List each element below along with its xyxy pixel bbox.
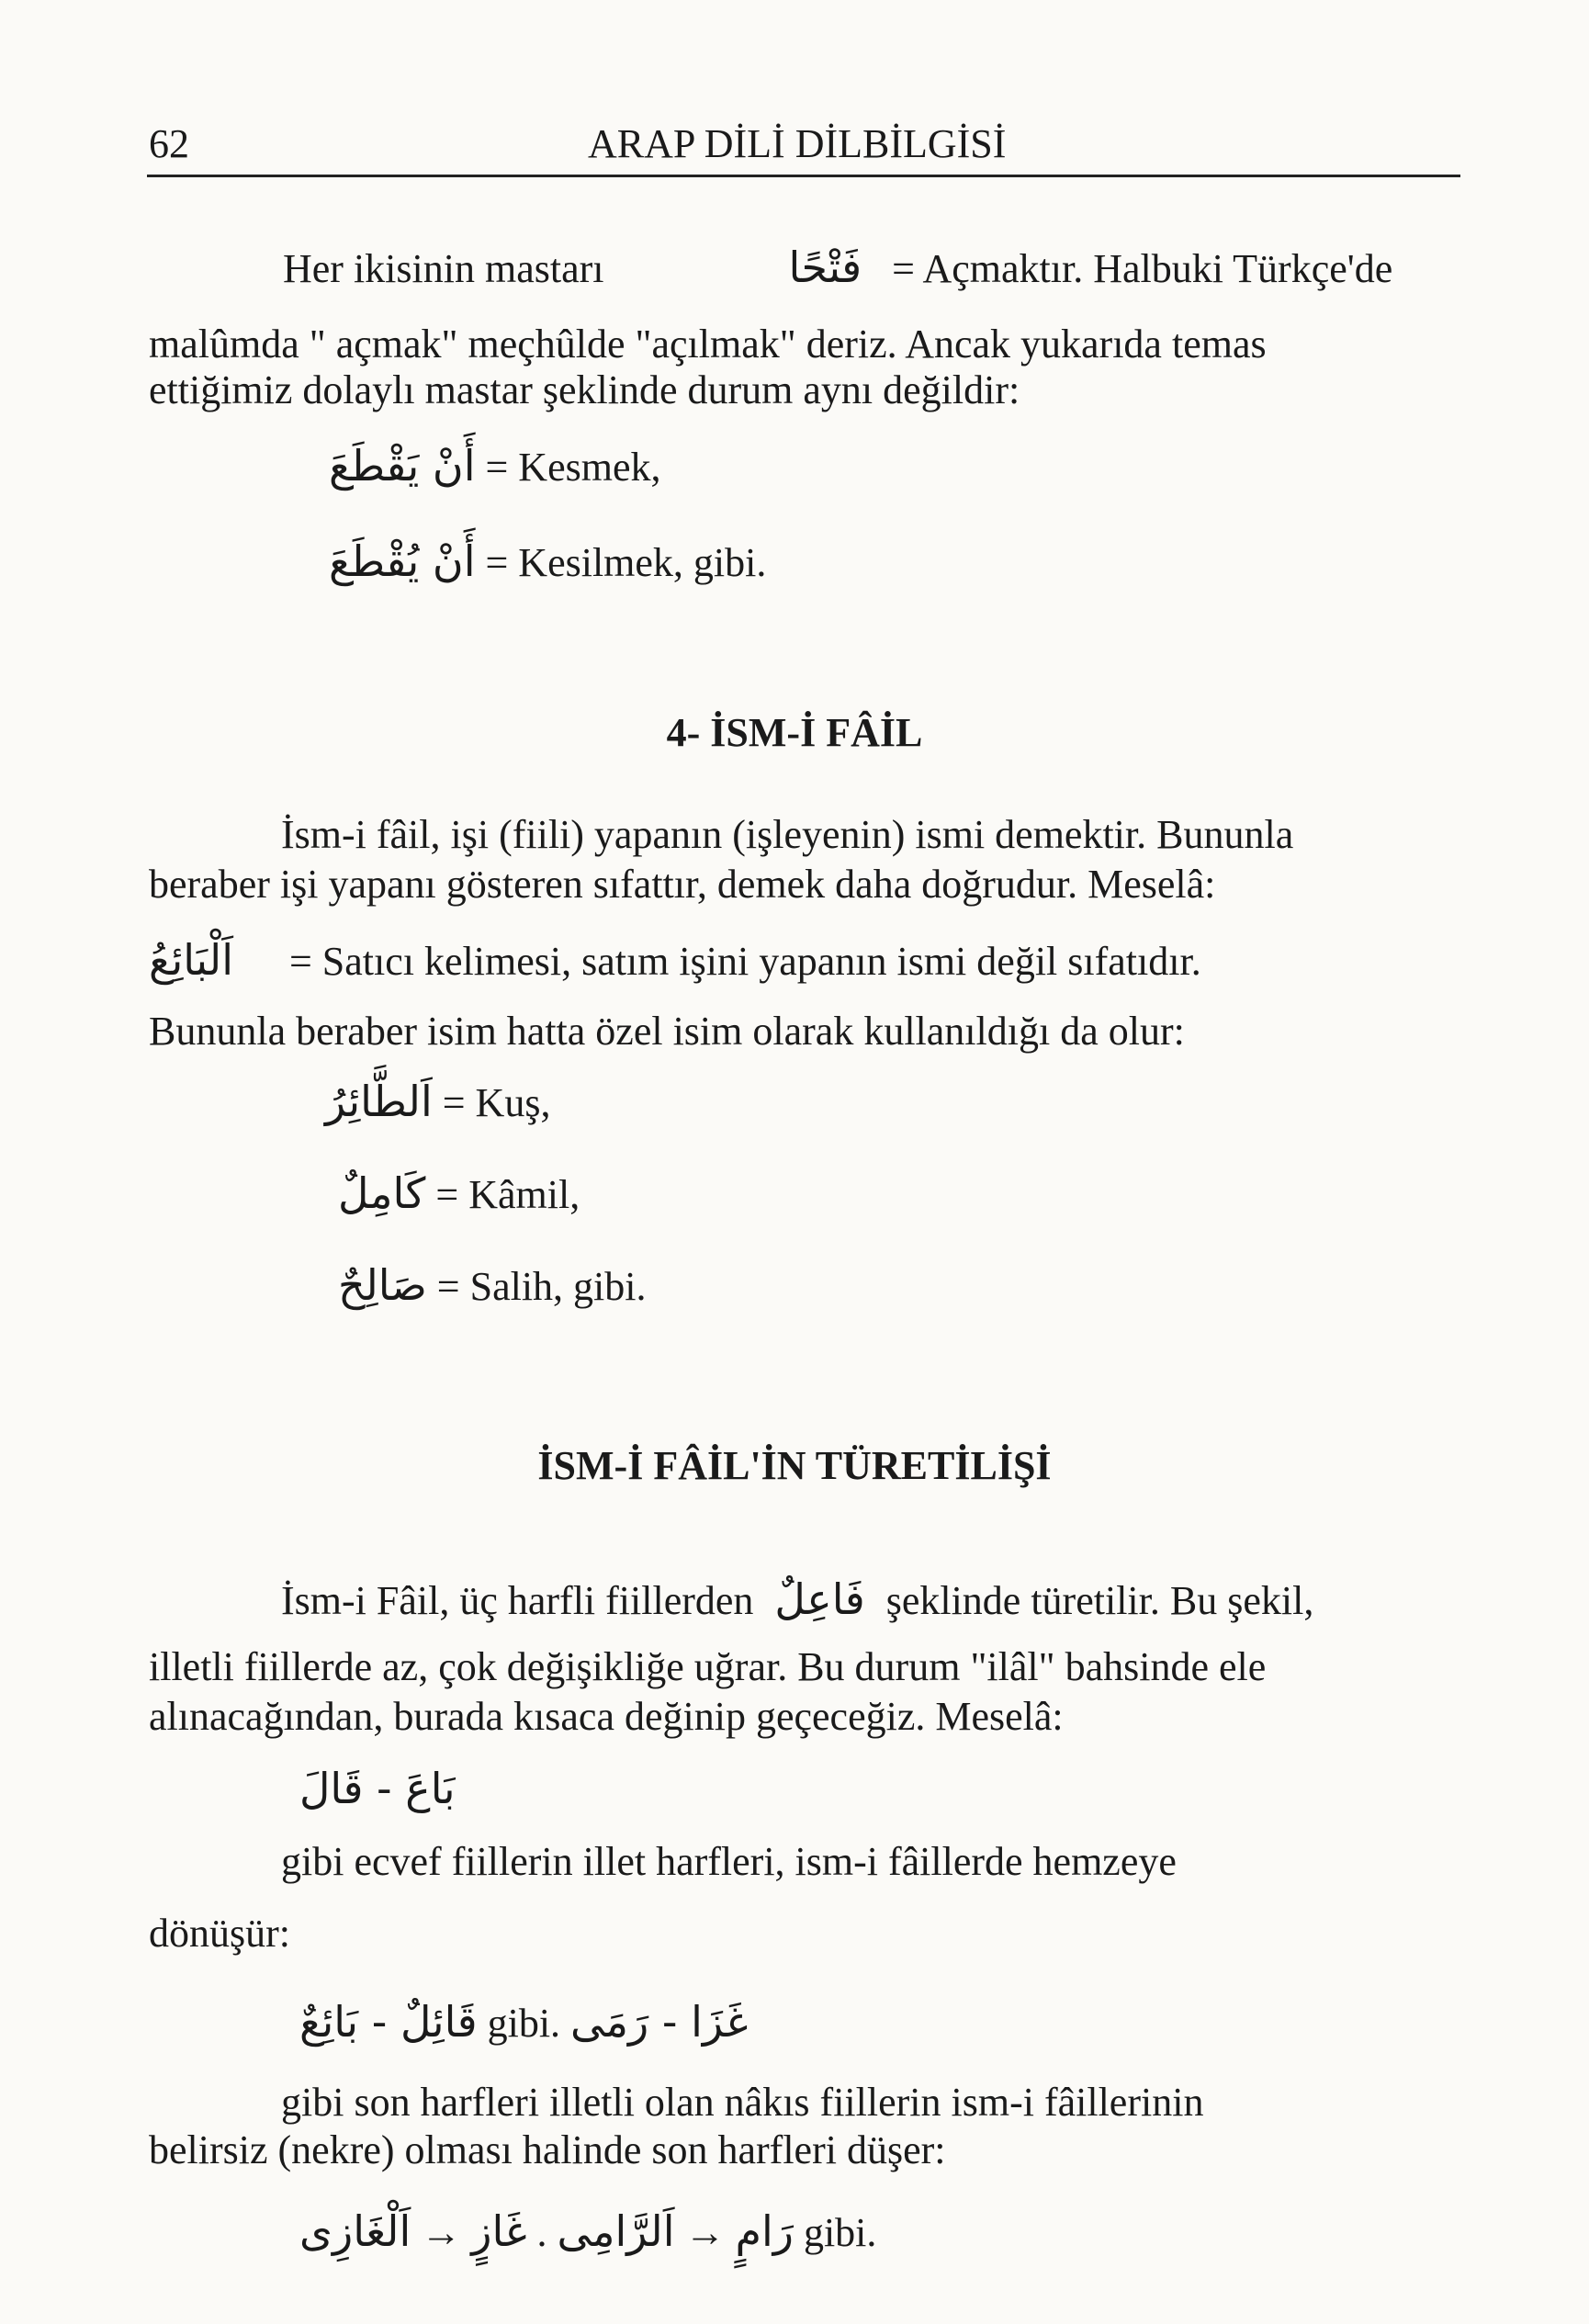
intro-line-1 xyxy=(283,241,1459,296)
example-gloss: = Kâmil, xyxy=(435,1172,580,1217)
arabic-word: اَلْغَازِى xyxy=(299,2206,411,2256)
arrow-icon: → xyxy=(684,2210,726,2255)
example-gloss: = Kesilmek, gibi. xyxy=(485,540,767,585)
section1-line-3 xyxy=(149,933,1201,988)
arabic-word: أَنْ يُقْطَعَ xyxy=(329,536,476,586)
intro-text-b: = Açmaktır. Halbuki Türkçe'de xyxy=(892,246,1393,291)
section2-line-2: illetli fiillerde az, çok değişikliğe uğrar. Bu durum "ilâl" bahsinde ele xyxy=(149,1644,1267,1689)
arabic-word: غَزَا - رَمَى xyxy=(570,1997,749,2047)
section2-line-3: alınacağından, burada kısaca değinip geçeceğiz. Meselâ: xyxy=(149,1694,1064,1739)
arabic-word: بَاعَ - قَالَ xyxy=(299,1764,456,1813)
section1-line-1: İsm-i fâil, işi (fiili) yapanın (işleyenin) ismi demektir. Bununla xyxy=(281,812,1294,857)
arabic-word: قَائِلٌ - بَائِعٌ xyxy=(299,1997,478,2047)
arrow-icon: → xyxy=(421,2210,462,2255)
example-gloss: = Kuş, xyxy=(442,1080,551,1125)
arabic-word: اَلْبَائِعُ xyxy=(149,935,233,985)
header-rule xyxy=(147,175,1460,177)
intro-line-2: malûmda " açmak" meçhûlde "açılmak" deriz. Ancak yukarıda temas xyxy=(149,322,1267,367)
section2-line-1 xyxy=(281,1573,1313,1628)
intro-text-a: Her ikisinin mastarı xyxy=(283,246,604,291)
example-gloss: = Salih, gibi. xyxy=(436,1264,647,1309)
arabic-word: كَامِلٌ xyxy=(338,1168,426,1218)
section1-line-4: Bununla beraber isim hatta özel isim olarak kullanıldığı da olur: xyxy=(149,1009,1185,1054)
section1-text: = Satıcı kelimesi, satım işini yapanın ismi değil sıfatıdır. xyxy=(288,939,1201,984)
arabic-word: رَامٍ xyxy=(735,2206,794,2256)
intro-example-2 xyxy=(329,535,766,590)
arabic-word: فَاعِلٌ xyxy=(774,1574,865,1624)
example-gloss: gibi. xyxy=(487,2001,561,2046)
section2-example-1 xyxy=(299,1762,456,1817)
arabic-word: فَتْحًا xyxy=(788,243,862,292)
section1-example-2 xyxy=(338,1167,580,1222)
arabic-word: أَنْ يَقْطَعَ xyxy=(329,441,476,491)
section2-line-5: dönüşür: xyxy=(149,1911,290,1956)
section-title-ism-i-fail: 4- İSM-İ FÂİL xyxy=(666,710,923,755)
arabic-word: غَازٍ xyxy=(471,2206,527,2256)
arabic-word: صَالِحٌ xyxy=(338,1260,427,1310)
section2-text: şeklinde türetilir. Bu şekil, xyxy=(885,1578,1314,1623)
section-title-turetilisi: İSM-İ FÂİL'İN TÜRETİLİŞİ xyxy=(537,1443,1052,1488)
section1-line-2: beraber işi yapanı gösteren sıfattır, demek daha doğrudur. Meselâ: xyxy=(149,862,1216,907)
intro-line-3: ettiğimiz dolaylı mastar şeklinde durum aynı değildir: xyxy=(149,367,1020,412)
section1-example-3 xyxy=(338,1258,647,1314)
section1-example-1 xyxy=(325,1075,550,1130)
example-gloss: = Kesmek, xyxy=(485,445,661,490)
intro-example-1 xyxy=(329,439,660,494)
page-number: 62 xyxy=(149,121,189,166)
section2-example-2 xyxy=(299,1995,748,2050)
running-title: ARAP DİLİ DİLBİLGİSİ xyxy=(588,121,1007,166)
separator-dot: . xyxy=(536,2210,547,2255)
section2-example-3 xyxy=(299,2205,876,2260)
arabic-word: اَلرَّامِى xyxy=(557,2206,675,2256)
section2-line-6: gibi son harfleri illetli olan nâkıs fiillerin ism-i fâillerinin xyxy=(281,2080,1204,2125)
arabic-word: اَلطَّائِرُ xyxy=(325,1077,433,1126)
section2-line-4: gibi ecvef fiillerin illet harfleri, ism-i fâillerde hemzeye xyxy=(281,1839,1177,1884)
section2-text: İsm-i Fâil, üç harfli fiillerden xyxy=(281,1578,754,1623)
section2-line-7: belirsiz (nekre) olması halinde son harfleri düşer: xyxy=(149,2127,946,2172)
example-gloss: gibi. xyxy=(803,2210,877,2255)
